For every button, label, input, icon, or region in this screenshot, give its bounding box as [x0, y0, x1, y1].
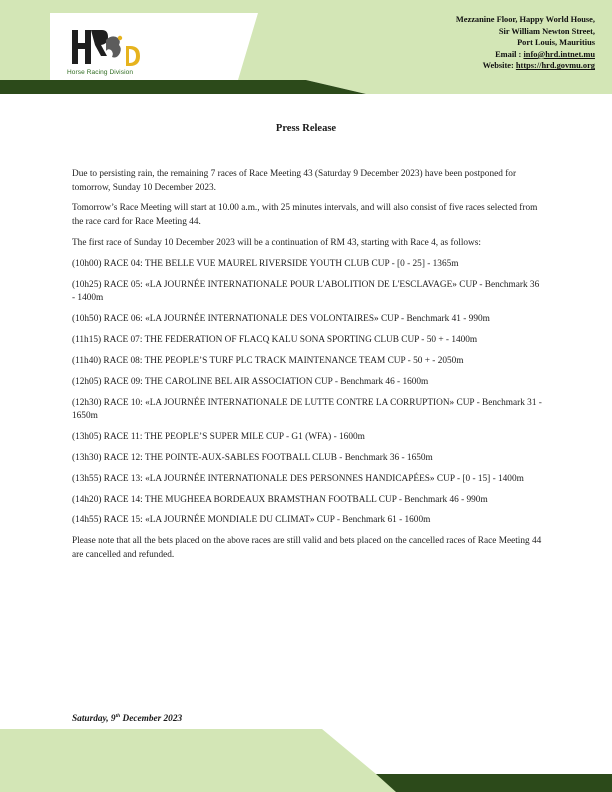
- address-line: Sir William Newton Street,: [498, 26, 595, 36]
- hrd-logo-mark: [72, 30, 140, 66]
- race-entry: (10h25) RACE 05: «LA JOURNÉE INTERNATIONALE POUR L'ABOLITION DE L'ESCLAVAGE» CUP - Benchmark 36 - 1400m: [72, 279, 540, 304]
- race-entry: (11h40) RACE 08: THE PEOPLE’S TURF PLC TRACK MAINTENANCE TEAM CUP - 50 + - 2050m: [72, 355, 464, 366]
- race-entry: (13h55) RACE 13: «LA JOURNÉE INTERNATIONALE DES PERSONNES HANDICAPÉES» CUP - [0 - 15] - 1400m: [72, 473, 524, 484]
- address-line: Port Louis, Mauritius: [517, 38, 595, 48]
- website-link[interactable]: https://hrd.govmu.org: [515, 61, 595, 71]
- website-row: [456, 60, 595, 72]
- race-entry: (12h05) RACE 09: THE CAROLINE BEL AIR ASSOCIATION CUP - Benchmark 46 - 1600m: [72, 376, 429, 387]
- email-label: Email :: [495, 49, 524, 59]
- footer-dark-green-stripe: [376, 774, 612, 792]
- race-entry: (13h30) RACE 12: THE POINTE-AUX-SABLES FOOTBALL CLUB - Benchmark 36 - 1650m: [72, 452, 433, 463]
- document-body: [72, 168, 542, 570]
- race-entry: (10h50) RACE 06: «LA JOURNÉE INTERNATIONALE DES VOLONTAIRES» CUP - Benchmark 41 - 990m: [72, 313, 490, 324]
- document-date: [72, 713, 182, 724]
- contact-block: [456, 14, 595, 72]
- date-prefix: Saturday, 9: [72, 714, 116, 725]
- race-entry: (14h55) RACE 15: «LA JOURNÉE MONDIALE DU CLIMAT» CUP - Benchmark 61 - 1600m: [72, 515, 431, 526]
- website-label: Website:: [482, 61, 516, 71]
- paragraph: Tomorrow’s Race Meeting will start at 10.00 a.m., with 25 minutes intervals, and will also consist of five races selected from the race card for Race Meeting 44.: [72, 203, 538, 227]
- race-entry: (12h30) RACE 10: «LA JOURNÉE INTERNATIONALE DE LUTTE CONTRE LA CORRUPTION» CUP - Benchmark 31 - 1650m: [72, 397, 542, 422]
- race-entry: (11h15) RACE 07: THE FEDERATION OF FLACQ KALU SONA SPORTING CLUB CUP - 50 + - 1400m: [72, 334, 478, 345]
- email-row: [456, 49, 595, 61]
- header-dark-green-stripe: [0, 80, 366, 94]
- footer-band: [0, 726, 612, 792]
- paragraph: The first race of Sunday 10 December 2023 will be a continuation of RM 43, starting with Race 4, as follows:: [72, 237, 481, 248]
- document-title: Press Release: [275, 123, 337, 134]
- race-entry: (10h00) RACE 04: THE BELLE VUE MAUREL RIVERSIDE YOUTH CLUB CUP - [0 - 25] - 1365m: [72, 258, 459, 269]
- race-entry: (13h05) RACE 11: THE PEOPLE’S SUPER MILE CUP - G1 (WFA) - 1600m: [72, 431, 365, 442]
- date-ordinal: th: [115, 713, 121, 719]
- email-link[interactable]: info@hrd.intnet.mu: [523, 49, 595, 59]
- date-suffix: December 2023: [120, 714, 183, 725]
- address-line: Mezzanine Floor, Happy World House,: [455, 15, 595, 24]
- logo-caption: Horse Racing Division: [67, 69, 134, 76]
- race-entry: (14h20) RACE 14: THE MUGHEEA BORDEAUX BRAMSTHAN FOOTBALL CUP - Benchmark 46 - 990m: [72, 494, 488, 505]
- closing-paragraph: Please note that all the bets placed on the above races are still valid and bets placed on the cancelled races of Race Meeting 44 are cancelled and refunded.: [72, 536, 542, 560]
- paragraph: Due to persisting rain, the remaining 7 races of Race Meeting 43 (Saturday 9 December 2023) have been postponed for tomorrow, Sunday 10 December 2023.: [72, 169, 517, 193]
